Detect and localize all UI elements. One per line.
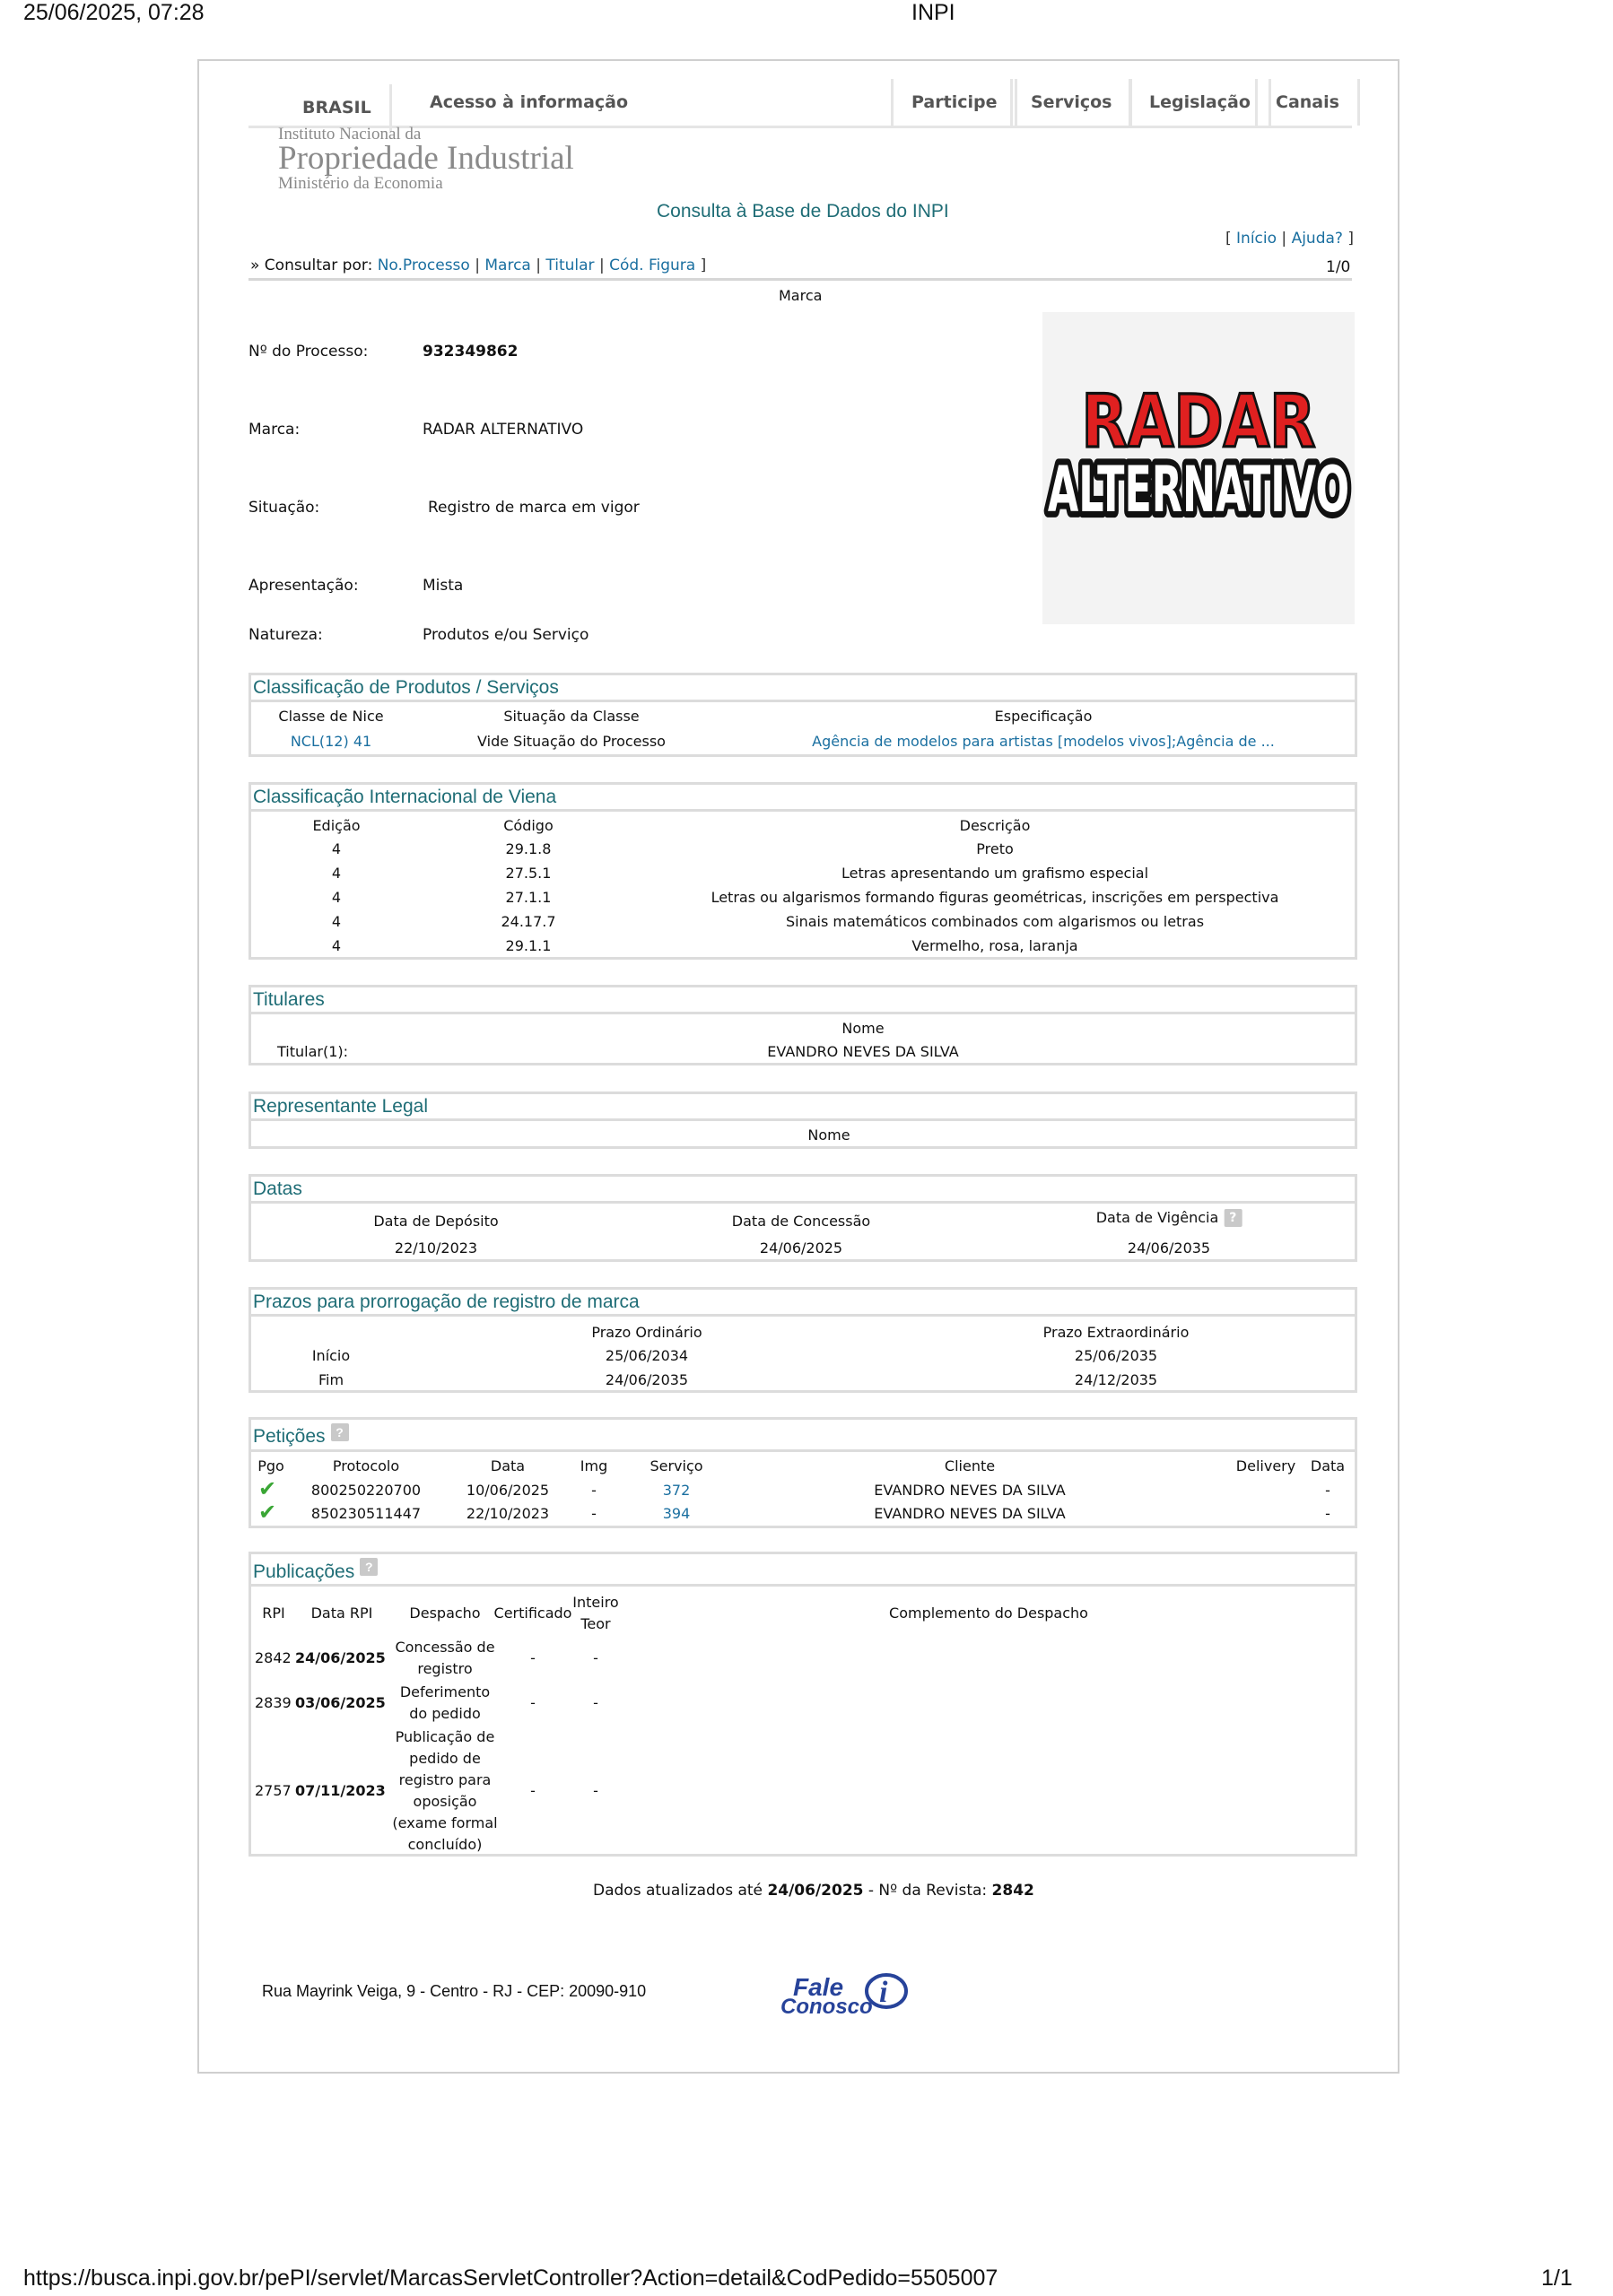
print-datetime: 25/06/2025, 07:28 <box>23 0 205 25</box>
pet-cliente: EVANDRO NEVES DA SILVA <box>874 1505 1066 1522</box>
peticoes-section <box>248 1417 1357 1528</box>
viena-codigo: 29.1.1 <box>505 937 552 954</box>
peticoes-title: Petições <box>253 1426 326 1447</box>
pub-data: 03/06/2025 <box>295 1694 386 1711</box>
trademark-image <box>1042 312 1355 624</box>
pub-despacho <box>400 1682 490 1725</box>
pet-servico-link[interactable]: 372 <box>662 1482 691 1499</box>
conosco-text: Conosco <box>780 1995 873 2019</box>
pet-col-delivery: Delivery <box>1235 1457 1296 1474</box>
consulta-title: Consulta à Base de Dados do INPI <box>657 201 949 222</box>
prazo-fim-label: Fim <box>318 1371 344 1388</box>
data-deposito-label: Data de Depósito <box>373 1213 499 1230</box>
pet-data: 10/06/2025 <box>466 1482 550 1499</box>
link-titular[interactable]: Titular <box>545 257 595 274</box>
pub-despacho-line: oposição <box>413 1793 477 1810</box>
marca-label: Marca: <box>248 421 301 439</box>
pet-servico-link[interactable]: 394 <box>662 1505 691 1522</box>
pet-data: 22/10/2023 <box>466 1505 550 1522</box>
processo-label: Nº do Processo: <box>248 343 369 361</box>
link-no-processo[interactable]: No.Processo <box>377 257 470 274</box>
viena-codigo: 27.5.1 <box>505 865 552 882</box>
viena-descricao: Sinais matemáticos combinados com algarismos ou letras <box>785 913 1205 930</box>
viena-descricao: Vermelho, rosa, laranja <box>911 937 1078 954</box>
pgo-check-icon: ✔ <box>258 1476 277 1501</box>
pub-despacho-line: registro para <box>398 1771 492 1788</box>
pub-teor: - <box>593 1694 598 1711</box>
viena-descricao: Letras apresentando um grafismo especial <box>841 865 1149 882</box>
nav-legislacao[interactable]: Legislação <box>1129 79 1271 126</box>
pet-col-protocolo: Protocolo <box>332 1457 400 1474</box>
link-cod-figura[interactable]: Cód. Figura <box>609 257 696 274</box>
viena-title: Classificação Internacional de Viena <box>251 785 1355 812</box>
nice-col-situacao: Situação da Classe <box>503 708 640 725</box>
pet-data2: - <box>1325 1505 1330 1522</box>
revista-prefix: - Nº da Revista: <box>868 1882 988 1900</box>
data-deposito: 22/10/2023 <box>394 1239 478 1257</box>
link-inicio[interactable]: Início <box>1236 230 1277 248</box>
viena-edicao: 4 <box>331 913 342 930</box>
pub-despacho-line: pedido de <box>409 1750 481 1767</box>
viena-codigo: 29.1.8 <box>505 840 552 857</box>
viena-descricao: Preto <box>976 840 1014 857</box>
pub-col-certificado: Certificado <box>493 1605 572 1622</box>
fale-text: Fale <box>793 1973 844 2001</box>
viena-section <box>248 782 1357 960</box>
vigencia-help-icon[interactable]: ? <box>1224 1209 1242 1227</box>
pub-despacho-line: do pedido <box>409 1705 481 1722</box>
prazo-ext-inicio: 25/06/2035 <box>1074 1347 1158 1364</box>
pub-col-rpi: RPI <box>262 1605 285 1622</box>
datas-section <box>248 1174 1357 1262</box>
natureza-value: Produtos e/ou Serviço <box>423 626 589 644</box>
pub-certificado: - <box>530 1694 536 1711</box>
dados-atualizados <box>593 1882 1034 1900</box>
pet-cliente: EVANDRO NEVES DA SILVA <box>874 1482 1066 1499</box>
header-divider <box>248 278 1352 281</box>
record-heading: Marca <box>779 287 823 304</box>
pub-despacho <box>392 1726 497 1856</box>
trademark-logo <box>1042 312 1355 624</box>
data-vigencia-label: Data de Vigência <box>1095 1209 1219 1226</box>
viena-col-descricao: Descrição <box>959 817 1031 834</box>
pub-teor: - <box>593 1649 598 1666</box>
titular-label: Titular(1): <box>277 1043 349 1060</box>
pub-col-inteiro-teor <box>572 1592 618 1635</box>
pub-despacho-line: Publicação de <box>395 1728 495 1745</box>
nav-servicos[interactable]: Serviços <box>1010 79 1132 126</box>
pub-col-complemento: Complemento do Despacho <box>889 1605 1088 1622</box>
prazo-extra-label: Prazo Extraordinário <box>1042 1324 1190 1341</box>
datas-title: Datas <box>251 1177 1355 1204</box>
marca-value: RADAR ALTERNATIVO <box>423 421 584 439</box>
apresentacao-value: Mista <box>423 577 464 595</box>
pet-col-data: Data <box>490 1457 526 1474</box>
pet-col-pgo: Pgo <box>257 1457 284 1474</box>
pet-protocolo: 800250220700 <box>310 1482 422 1499</box>
pub-despacho-line: Concessão de <box>395 1639 495 1656</box>
pager: 1/0 <box>1326 258 1351 276</box>
situacao-label: Situação: <box>248 499 320 517</box>
processo-value: 932349862 <box>423 343 519 361</box>
prazo-ext-fim: 24/12/2035 <box>1074 1371 1158 1388</box>
pet-img: - <box>591 1505 597 1522</box>
viena-edicao: 4 <box>331 889 342 906</box>
publicacoes-help-icon[interactable]: ? <box>360 1558 378 1576</box>
revista-numero: 2842 <box>991 1882 1034 1900</box>
pub-col-teor: Teor <box>580 1615 611 1632</box>
pet-col-data2: Data <box>1310 1457 1346 1474</box>
nav-canais[interactable]: Canais <box>1255 79 1360 126</box>
nice-col-especificacao: Especificação <box>994 708 1093 725</box>
prazo-ord-inicio: 25/06/2034 <box>605 1347 689 1364</box>
pub-despacho-line: registro <box>417 1660 473 1677</box>
titulares-title: Titulares <box>251 987 1355 1014</box>
pet-col-servico: Serviço <box>650 1457 703 1474</box>
pub-col-data-rpi: Data RPI <box>310 1605 373 1622</box>
nice-classe-link[interactable]: NCL(12) 41 <box>290 733 372 750</box>
top-nav <box>248 79 1352 129</box>
pet-data2: - <box>1325 1482 1330 1499</box>
address: Rua Mayrink Veiga, 9 - Centro - RJ - CEP: 20090-910 <box>262 1982 647 2000</box>
data-vigencia: 24/06/2035 <box>1127 1239 1211 1257</box>
pet-col-cliente: Cliente <box>944 1457 996 1474</box>
pub-despacho-line: concluído) <box>407 1836 483 1853</box>
representante-col-nome: Nome <box>807 1126 850 1144</box>
representante-title: Representante Legal <box>251 1094 1355 1121</box>
representante-section <box>248 1091 1357 1149</box>
titular-nome: EVANDRO NEVES DA SILVA <box>767 1043 959 1060</box>
prazo-ordinario-label: Prazo Ordinário <box>591 1324 702 1341</box>
titulares-col-nome: Nome <box>841 1020 885 1037</box>
pub-data: 07/11/2023 <box>295 1782 386 1799</box>
nice-situacao-value: Vide Situação do Processo <box>477 733 666 750</box>
link-marca[interactable]: Marca <box>484 257 531 274</box>
pub-data: 24/06/2025 <box>295 1649 386 1666</box>
pub-despacho <box>395 1637 494 1680</box>
nav-acesso-informacao[interactable]: Acesso à informação <box>430 92 629 112</box>
logo-line1: Instituto Nacional da <box>278 125 422 144</box>
nav-brasil[interactable]: BRASIL <box>284 84 392 131</box>
logo-alternativo: ALTERNATIVO <box>1047 452 1350 526</box>
pub-rpi: 2842 <box>255 1649 292 1666</box>
viena-edicao: 4 <box>331 865 342 882</box>
pub-teor: - <box>593 1782 598 1799</box>
atualizados-data: 24/06/2025 <box>767 1882 864 1900</box>
prazo-inicio-label: Início <box>311 1347 351 1364</box>
viena-descricao: Letras ou algarismos formando figuras geométricas, inscrições em perspectiva <box>711 889 1279 906</box>
nice-especificacao-link[interactable]: Agência de modelos para artistas [modelos vivos];Agência de ... <box>812 733 1275 750</box>
publicacoes-section <box>248 1552 1357 1857</box>
logo-radar: RADAR <box>1081 378 1316 465</box>
prazos-title: Prazos para prorrogação de registro de marca <box>251 1290 1355 1317</box>
nice-section <box>248 673 1357 757</box>
pub-certificado: - <box>530 1649 536 1666</box>
pub-col-inteiro: Inteiro <box>572 1594 619 1611</box>
atualizados-prefix: Dados atualizados até <box>593 1882 763 1900</box>
logo-line3: Ministério da Economia <box>278 174 443 193</box>
print-title: INPI <box>911 0 955 25</box>
prazo-ord-fim: 24/06/2035 <box>605 1371 689 1388</box>
pub-rpi: 2839 <box>255 1694 292 1711</box>
pub-despacho-line: (exame formal <box>392 1814 498 1831</box>
natureza-label: Natureza: <box>248 626 323 644</box>
viena-codigo: 27.1.1 <box>505 889 552 906</box>
svg-text:i: i <box>879 1976 888 2009</box>
prazos-section <box>248 1287 1357 1393</box>
nav-participe[interactable]: Participe <box>891 79 1017 126</box>
peticoes-title-bar <box>251 1420 1355 1452</box>
nice-col-classe: Classe de Nice <box>278 708 384 725</box>
viena-edicao: 4 <box>331 937 342 954</box>
data-vigencia-header <box>1096 1209 1242 1227</box>
pub-certificado: - <box>530 1782 536 1799</box>
logo-line2: Propriedade Industrial <box>278 140 574 177</box>
data-concessao: 24/06/2025 <box>759 1239 843 1257</box>
link-ajuda[interactable]: Ajuda? <box>1291 230 1343 248</box>
pet-img: - <box>591 1482 597 1499</box>
top-links: [ Início | Ajuda? ] <box>1225 230 1354 248</box>
pub-col-despacho: Despacho <box>409 1605 481 1622</box>
consultar-por: » Consultar por: No.Processo | Marca | Titular | Cód. Figura ] <box>250 257 707 274</box>
viena-codigo: 24.17.7 <box>501 913 556 930</box>
situacao-value: Registro de marca em vigor <box>428 499 640 517</box>
apresentacao-label: Apresentação: <box>248 577 359 595</box>
pgo-check-icon: ✔ <box>258 1500 277 1525</box>
nice-title: Classificação de Produtos / Serviços <box>251 675 1355 702</box>
print-url: https://busca.inpi.gov.br/pePI/servlet/MarcasServletController?Action=detail&CodPedido=5505007 <box>23 2266 998 2291</box>
publicacoes-title-bar <box>251 1554 1355 1587</box>
titulares-section <box>248 985 1357 1065</box>
viena-edicao: 4 <box>331 840 342 857</box>
peticoes-help-icon[interactable]: ? <box>331 1423 349 1441</box>
fale-conosco-link[interactable] <box>777 1970 913 2023</box>
pet-col-img: Img <box>580 1457 608 1474</box>
inpi-logo[interactable] <box>278 126 574 192</box>
print-page-number: 1/1 <box>1541 2266 1573 2291</box>
viena-col-edicao: Edição <box>312 817 361 834</box>
viena-col-codigo: Código <box>503 817 554 834</box>
pub-rpi: 2757 <box>255 1782 292 1799</box>
data-concessao-label: Data de Concessão <box>731 1213 871 1230</box>
pet-protocolo: 850230511447 <box>310 1505 422 1522</box>
consultar-por-label: » Consultar por: <box>250 257 373 274</box>
publicacoes-title: Publicações <box>253 1561 355 1582</box>
pub-despacho-line: Deferimento <box>399 1683 491 1700</box>
